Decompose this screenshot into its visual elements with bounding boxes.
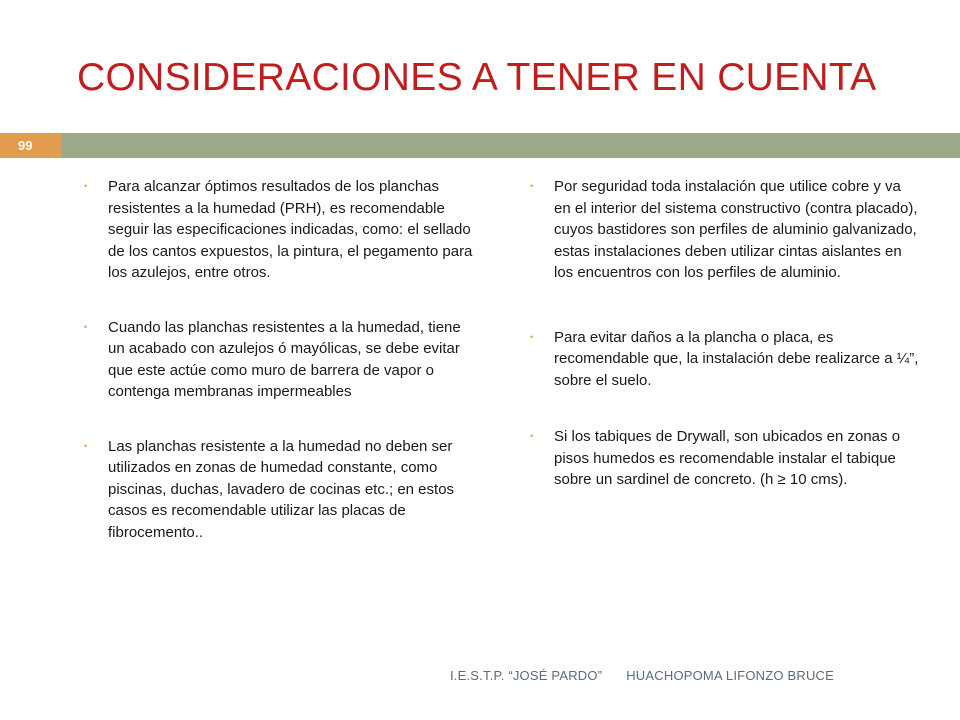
footer-author: HUACHOPOMA LIFONZO BRUCE [626, 668, 834, 683]
list-item [530, 176, 920, 284]
left-column [84, 176, 474, 543]
slide-title: CONSIDERACIONES A TENER EN CUENTA [77, 56, 877, 99]
header-rule [62, 133, 960, 158]
bullet-icon: • [84, 181, 88, 191]
bullet-icon: • [530, 331, 534, 342]
bullet-icon: • [84, 440, 88, 451]
page-number-badge [0, 133, 62, 158]
bullet-icon: • [530, 181, 534, 191]
footer-institution: I.E.S.T.P. “JOSÉ PARDO” [450, 668, 603, 683]
bullet-text: Por seguridad toda instalación que utilice cobre y va en el interior del sistema constructivo (contra placado), cuyos bastidores son perfiles de aluminio galvanizado, estas instalaciones deben utilizar cintas aislantes en los encuentros con los perfiles de aluminio. [554, 178, 918, 281]
right-column [530, 176, 920, 491]
bullet-icon: • [84, 321, 88, 332]
bullet-text: Cuando las planchas resistentes a la humedad, tiene un acabado con azulejos ó mayólicas, se debe evitar que este actúe como muro de barrera de vapor o contenga membranas impermeables [108, 318, 461, 400]
bullet-text: Para evitar daños a la plancha o placa, es recomendable que, la instalación debe realizarce a ¼”, sobre el suelo. [554, 328, 919, 389]
bullet-icon: • [530, 431, 534, 441]
footer [450, 668, 950, 683]
list-item [530, 327, 920, 392]
bullet-text: Las planchas resistente a la humedad no deben ser utilizados en zonas de humedad constante, como piscinas, duchas, lavadero de cocinas etc.; en estos casos es recomendable utilizar las placas de fibrocemento.. [108, 437, 455, 541]
list-item [84, 317, 474, 403]
bullet-text: Para alcanzar óptimos resultados de los planchas resistentes a la humedad (PRH), es recomendable seguir las especificaciones indicadas, como: el sellado de los cantos expuestos, la pintura, el pegamento para los azulejos, entre otros. [108, 178, 473, 281]
list-item [530, 426, 920, 491]
list-item [84, 176, 474, 284]
bullet-text: Si los tabiques de Drywall, son ubicados en zonas o pisos humedos es recomendable instalar el tabique sobre un sardinel de concreto. (h ≥ 10 cms). [554, 428, 901, 488]
list-item [84, 436, 474, 544]
page-number: 99 [18, 138, 33, 153]
